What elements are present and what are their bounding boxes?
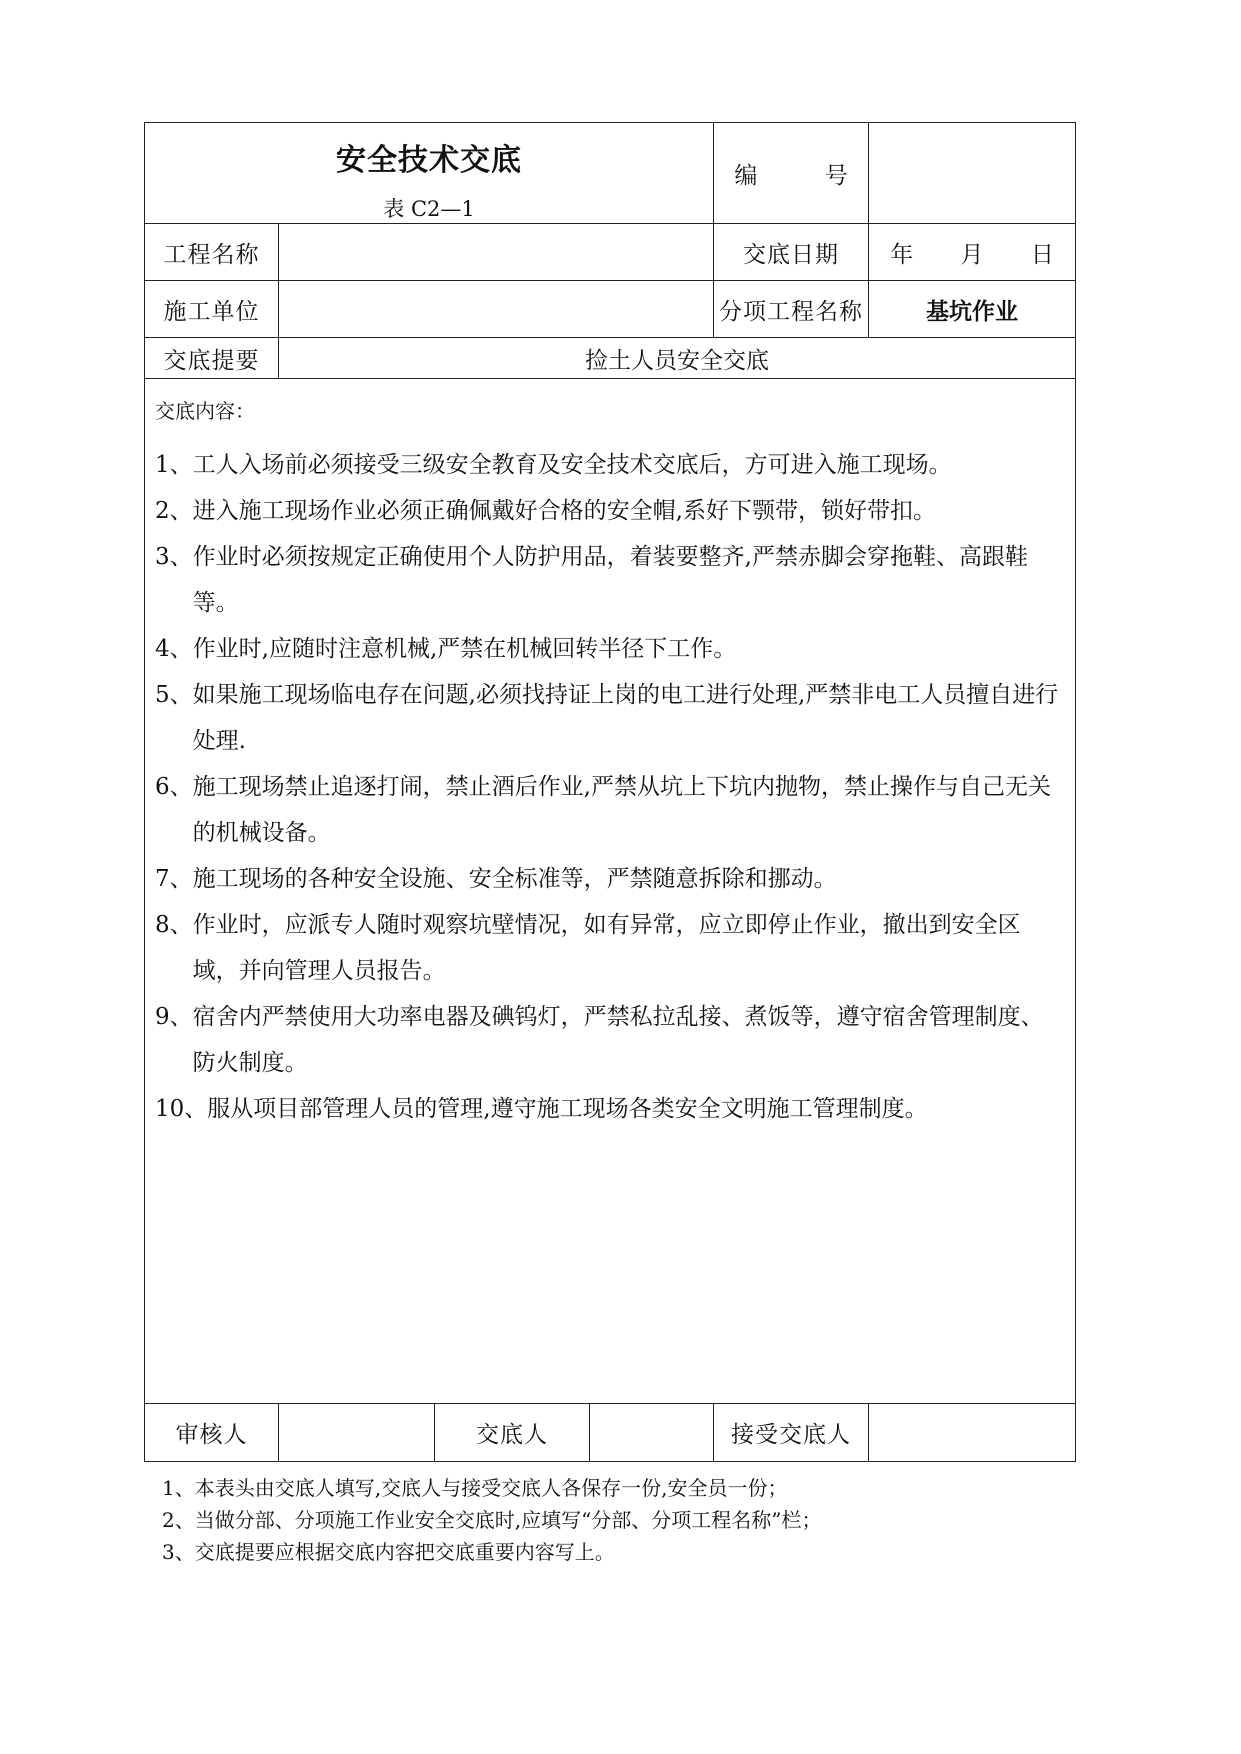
footnotes	[144, 1472, 1075, 1568]
list-item	[155, 534, 1065, 626]
item-text: 宿舍内严禁使用大功率电器及碘钨灯，严禁私拉乱接、煮饭等，遵守宿舍管理制度、防火制度。	[192, 1004, 1044, 1076]
footnote: 1、本表头由交底人填写,交底人与接受交底人各保存一份,安全员一份；	[162, 1476, 788, 1500]
item-text: 作业时，应派专人随时观察坑壁情况，如有异常，应立即停止作业，撤出到安全区域，并向管理人员报告。	[192, 912, 1021, 984]
number-label: 编 号	[714, 123, 869, 224]
list-item	[155, 626, 1065, 672]
safety-disclosure-form	[144, 122, 1075, 1568]
list-item	[155, 442, 1065, 488]
list-item	[155, 488, 1065, 534]
item-text: 如果施工现场临电存在问题,必须找持证上岗的电工进行处理,严禁非电工人员擅自进行处理.	[192, 682, 1059, 754]
form-title: 安全技术交底	[336, 143, 523, 178]
list-item	[155, 856, 1065, 902]
contractor-field[interactable]	[279, 281, 714, 338]
footnote: 3、交底提要应根据交底内容把交底重要内容写上。	[162, 1540, 615, 1564]
project-name-field[interactable]	[279, 224, 714, 281]
item-number: 10、	[155, 1096, 208, 1122]
item-text: 进入施工现场作业必须正确佩戴好合格的安全帽,系好下颚带，锁好带扣。	[192, 498, 936, 524]
item-number: 5、	[155, 682, 193, 708]
item-number: 4、	[155, 636, 193, 662]
list-item	[155, 1086, 1065, 1132]
project-name-label: 工程名称	[145, 224, 279, 281]
item-number: 1、	[155, 452, 193, 478]
form-table	[144, 122, 1076, 1462]
list-item	[155, 994, 1065, 1086]
list-item	[155, 672, 1065, 764]
date-field[interactable]: 年 月 日	[869, 224, 1076, 281]
discloser-field[interactable]	[590, 1404, 714, 1462]
subproject-field[interactable]: 基坑作业	[869, 281, 1076, 338]
discloser-label: 交底人	[435, 1404, 590, 1462]
list-item	[155, 902, 1065, 994]
item-number: 7、	[155, 866, 193, 892]
date-label: 交底日期	[714, 224, 869, 281]
summary-label: 交底提要	[145, 338, 279, 379]
form-code: 表 C2—1	[383, 197, 475, 221]
receiver-label: 接受交底人	[714, 1404, 869, 1462]
reviewer-field[interactable]	[279, 1404, 435, 1462]
item-text: 作业时,应随时注意机械,严禁在机械回转半径下工作。	[192, 636, 737, 662]
receiver-field[interactable]	[869, 1404, 1076, 1462]
item-text: 施工现场禁止追逐打闹，禁止酒后作业,严禁从坑上下坑内抛物，禁止操作与自己无关的机械设备。	[192, 774, 1051, 846]
item-text: 施工现场的各种安全设施、安全标准等，严禁随意拆除和挪动。	[192, 866, 837, 892]
summary-field[interactable]: 捡土人员安全交底	[279, 338, 1076, 379]
subproject-label: 分项工程名称	[714, 281, 869, 338]
content-section	[145, 379, 1076, 1404]
item-number: 2、	[155, 498, 193, 524]
footnote: 2、当做分部、分项施工作业安全交底时,应填写“分部、分项工程名称”栏；	[162, 1508, 822, 1532]
item-number: 3、	[155, 544, 193, 570]
reviewer-label: 审核人	[145, 1404, 279, 1462]
form-title-cell	[145, 123, 714, 224]
item-text: 服从项目部管理人员的管理,遵守施工现场各类安全文明施工管理制度。	[207, 1096, 928, 1122]
content-heading: 交底内容：	[155, 399, 255, 423]
item-text: 工人入场前必须接受三级安全教育及安全技术交底后，方可进入施工现场。	[192, 452, 952, 478]
item-text: 作业时必须按规定正确使用个人防护用品，着装要整齐,严禁赤脚会穿拖鞋、高跟鞋等。	[192, 544, 1028, 616]
contractor-label: 施工单位	[145, 281, 279, 338]
item-number: 8、	[155, 912, 193, 938]
item-number: 6、	[155, 774, 193, 800]
list-item	[155, 764, 1065, 856]
number-field[interactable]	[869, 123, 1076, 224]
item-number: 9、	[155, 1004, 193, 1030]
